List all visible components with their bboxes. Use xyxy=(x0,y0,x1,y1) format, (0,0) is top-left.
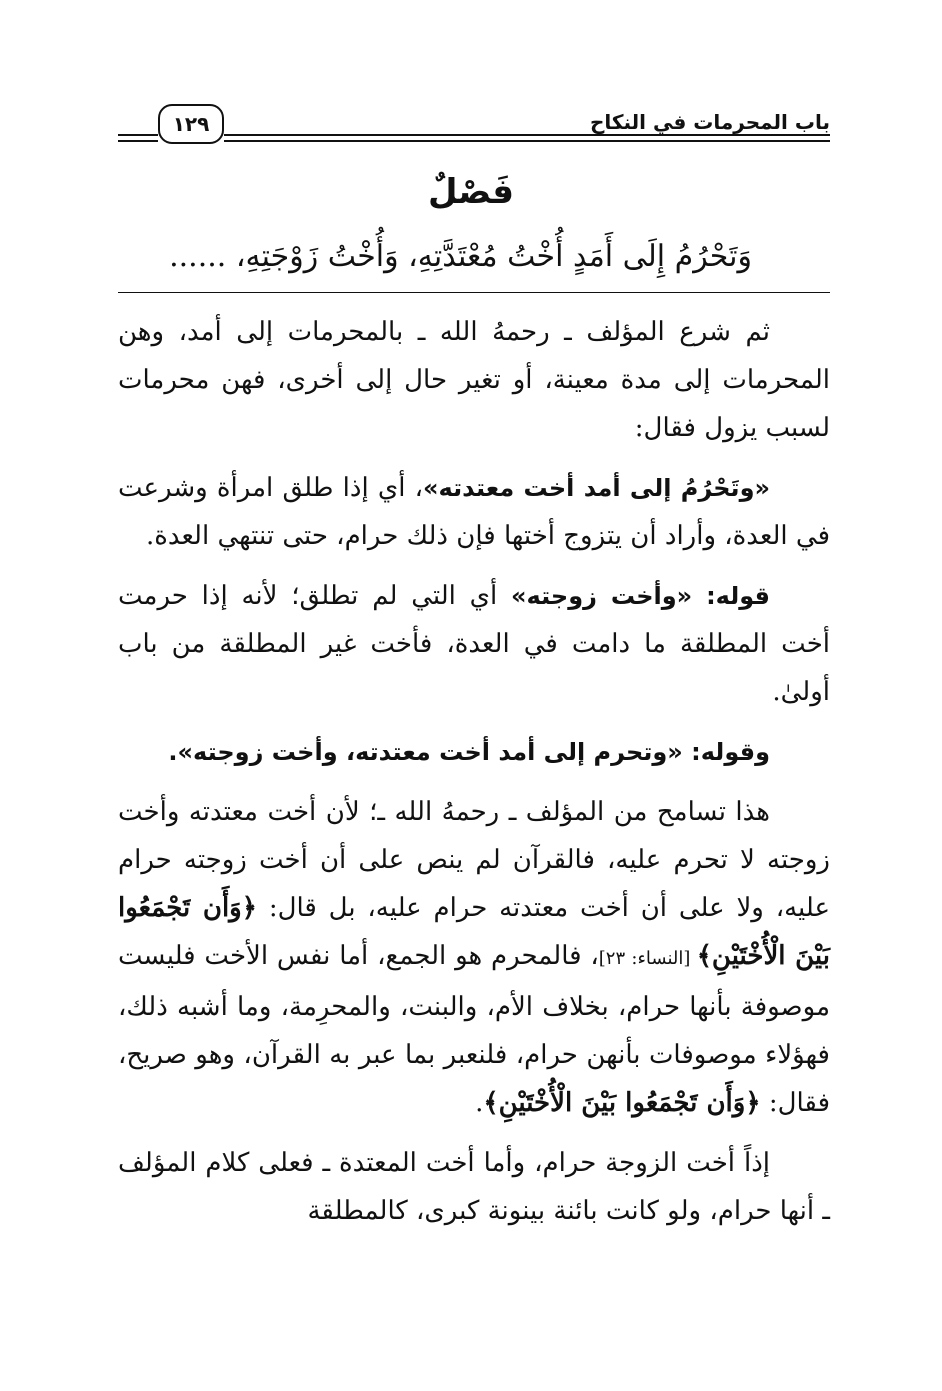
paragraph-2 xyxy=(118,464,830,560)
page-header xyxy=(118,104,830,154)
quran-verse: ﴿وَأَن تَجْمَعُوا بَيْنَ الْأُخْتَيْنِ﴾ xyxy=(483,1088,761,1118)
paragraph-text: هذا تسامح من المؤلف ـ رحمهُ الله ـ؛ لأن أخت معتدته وأخت زوجته لا تحرم عليه، فالقرآن لم ينص على أن أخت زوجته حرام عليه، ولا على أن أخت معتدته حرام عليه، بل قال: xyxy=(118,797,830,923)
paragraph-text: ، فالمحرم هو الجمع، أما نفس الأخت فليست موصوفة بأنها حرام، بخلاف الأم، والبنت، والمحرِمة، وما أشبه ذلك، فهؤلاء موصوفات بأنهن حرام، فلنعبر بما عبر به القرآن، وهو صريح، فقال: xyxy=(118,941,830,1118)
header-rule-right-top xyxy=(224,134,830,136)
matn-text: وَتَحْرُمُ إِلَى أَمَدٍ أُخْتُ مُعْتَدَّتِهِ، وَأُخْتُ زَوْجَتِهِ، ...... xyxy=(169,239,752,274)
paragraph-3 xyxy=(118,572,830,716)
paragraph-text: أي التي لم تطلق؛ لأنه إذا حرمت أخت المطلقة ما دامت في العدة، فأخت غير المطلقة من باب أولىٰ. xyxy=(118,581,830,707)
qawluhu-label: قوله: xyxy=(706,582,770,610)
quoted-matn: «وأخت زوجته» xyxy=(511,582,707,610)
paragraph-6: إذاً أخت الزوجة حرام، وأما أخت المعتدة ـ فعلى كلام المؤلف ـ أنها حرام، ولو كانت بائنة بينونة كبرى، كالمطلقة xyxy=(118,1148,830,1226)
quoted-matn: «وتَحْرُمُ إلى أمد أخت معتدته» xyxy=(423,474,770,502)
paragraph-text: ، أي إذا طلق امرأة وشرعت في العدة، وأراد أن يتزوج أختها فإن ذلك حرام، حتى تنتهي العدة. xyxy=(118,473,830,551)
quran-verse: ﴿وَأَن تَجْمَعُوا بَيْنَ الْأُخْتَيْنِ﴾ xyxy=(118,893,830,971)
header-rule-right-bottom xyxy=(224,140,830,142)
verse-reference: [النساء: ٢٣] xyxy=(598,948,697,969)
quoted-matn: «وتحرم إلى أمد أخت معتدته، وأخت زوجته». xyxy=(168,738,692,766)
commentary-body xyxy=(118,308,830,1247)
paragraph-1: ثم شرع المؤلف ـ رحمهُ الله ـ بالمحرمات إلى أمد، وهن المحرمات إلى مدة معينة، أو تغير حال إلى أخرى، فهن محرمات لسبب يزول فقال: xyxy=(118,317,830,443)
page-number: ١٢٩ xyxy=(158,104,224,144)
header-rule-left-top xyxy=(118,134,158,136)
paragraph-5 xyxy=(118,788,830,1127)
matn-divider xyxy=(118,292,830,293)
qawluhu-label: وقوله: xyxy=(691,738,770,766)
paragraph-end: . xyxy=(475,1088,484,1118)
paragraph-4 xyxy=(118,728,830,776)
section-heading: فَصْلٌ xyxy=(427,172,515,212)
running-title: باب المحرمات في النكاح xyxy=(589,110,830,134)
header-rule-left-bottom xyxy=(118,140,158,142)
